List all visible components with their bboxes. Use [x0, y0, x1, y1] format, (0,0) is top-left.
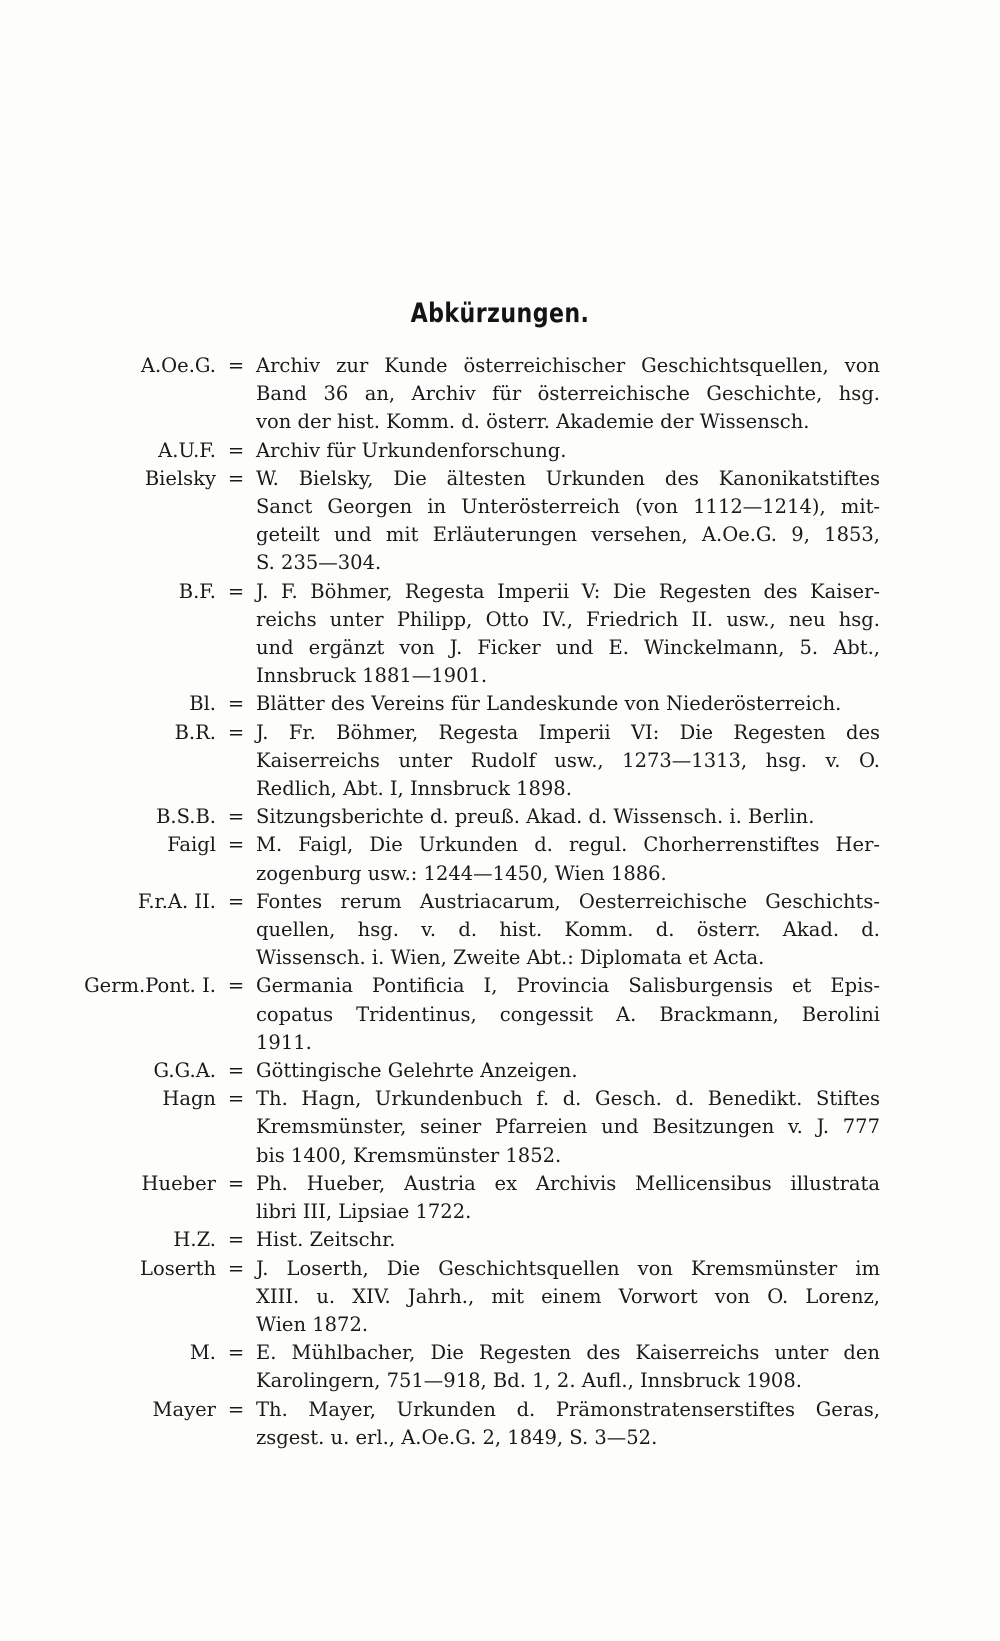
abbreviation-definition [256, 437, 880, 465]
definition-line: Archiv für Urkundenforschung. [256, 438, 567, 462]
abbreviation-term: Hueber [141, 1171, 216, 1195]
definition-line: Wissensch. i. Wien, Zweite Abt.: Diplomata et Acta. [256, 946, 765, 970]
equals-sign: = [227, 833, 245, 857]
abbreviation-definition [256, 578, 880, 691]
definition-line: libri III, Lipsiae 1722. [256, 1200, 472, 1224]
definition-line: Ph. Hueber, Austria ex Archivis Mellicensibus illustrata [256, 1171, 880, 1195]
definition-line: Th. Hagn, Urkundenbuch f. d. Gesch. d. Benedikt. Stiftes [256, 1087, 880, 1111]
page-title: Abkürzungen. [410, 298, 590, 329]
equals-sign: = [227, 692, 245, 716]
definition-line: Sitzungsberichte d. preuß. Akad. d. Wissensch. i. Berlin. [256, 805, 815, 829]
equals-sign: = [227, 720, 245, 744]
equals-sign: = [227, 889, 245, 913]
definition-line: Kremsmünster, seiner Pfarreien und Besitzungen v. J. 777 [256, 1115, 880, 1139]
abbreviation-entry [60, 888, 880, 973]
abbreviation-entry [60, 690, 880, 718]
abbreviation-entry [60, 831, 880, 887]
abbreviation-term: Bielsky [144, 466, 216, 490]
equals-sign: = [227, 1341, 245, 1365]
abbreviation-term: B.R. [174, 720, 216, 744]
abbreviation-entry [60, 972, 880, 1057]
abbreviation-entry [60, 1255, 880, 1340]
abbreviation-definition [256, 831, 880, 887]
abbreviation-definition [256, 1057, 880, 1085]
abbreviation-term: Bl. [189, 692, 216, 716]
definition-line: Kaiserreichs unter Rudolf usw., 1273—1313, hsg. v. O. [256, 748, 880, 772]
definition-line: copatus Tridentinus, congessit A. Brackmann, Berolini [256, 1002, 880, 1026]
abbreviation-definition [256, 1396, 880, 1452]
abbreviation-entry [60, 1396, 880, 1452]
abbreviation-term: Hagn [162, 1087, 216, 1111]
equals-sign: = [227, 1397, 245, 1421]
definition-line: zogenburg usw.: 1244—1450, Wien 1886. [256, 861, 667, 885]
abbreviation-entry [60, 1085, 880, 1170]
abbreviation-definition [256, 1226, 880, 1254]
abbreviation-term: Germ.Pont. I. [84, 974, 216, 998]
abbreviation-entry [60, 1226, 880, 1254]
definition-line: S. 235—304. [256, 551, 382, 575]
definition-line: Fontes rerum Austriacarum, Oesterreichische Geschichts- [256, 889, 880, 913]
abbreviation-definition [256, 719, 880, 804]
definition-line: Germania Pontificia I, Provincia Salisburgensis et Epis- [256, 974, 880, 998]
abbreviation-definition [256, 352, 880, 437]
equals-sign: = [227, 1087, 245, 1111]
abbreviation-definition [256, 803, 880, 831]
definition-line: XIII. u. XIV. Jahrh., mit einem Vorwort von O. Lorenz, [256, 1284, 880, 1308]
abbreviation-term: A.U.F. [158, 438, 216, 462]
definition-line: J. Loserth, Die Geschichtsquellen von Kremsmünster im [256, 1256, 880, 1280]
abbreviation-entry [60, 1339, 880, 1395]
abbreviation-term: Mayer [152, 1397, 216, 1421]
abbreviation-definition [256, 972, 880, 1057]
definition-line: und ergänzt von J. Ficker und E. Winckelmann, 5. Abt., [256, 636, 880, 660]
definition-line: Archiv zur Kunde österreichischer Geschichtsquellen, von [256, 354, 880, 377]
definition-line: W. Bielsky, Die ältesten Urkunden des Kanonikatstiftes [256, 466, 880, 490]
abbreviation-definition [256, 1255, 880, 1340]
definition-line: J. Fr. Böhmer, Regesta Imperii VI: Die Regesten des [256, 720, 880, 744]
abbreviation-definition [256, 465, 880, 578]
abbreviation-term: Faigl [167, 833, 216, 857]
abbreviation-term: A.Oe.G. [140, 354, 216, 377]
definition-line: Göttingische Gelehrte Anzeigen. [256, 1059, 578, 1083]
definition-line: J. F. Böhmer, Regesta Imperii V: Die Regesten des Kaiser- [256, 579, 880, 603]
equals-sign: = [227, 579, 245, 603]
abbreviation-entry [60, 437, 880, 465]
definition-line: zsgest. u. erl., A.Oe.G. 2, 1849, S. 3—52. [256, 1425, 658, 1449]
abbreviation-definition [256, 1085, 880, 1170]
abbreviation-term: G.G.A. [153, 1059, 216, 1083]
definition-line: Karolingern, 751—918, Bd. 1, 2. Aufl., Innsbruck 1908. [256, 1369, 802, 1393]
equals-sign: = [227, 466, 245, 490]
equals-sign: = [227, 1256, 245, 1280]
definition-line: Th. Mayer, Urkunden d. Prämonstratenserstiftes Geras, [256, 1397, 880, 1421]
definition-line: E. Mühlbacher, Die Regesten des Kaiserreichs unter den [256, 1341, 880, 1365]
equals-sign: = [227, 805, 245, 829]
abbreviation-term: B.F. [178, 579, 216, 603]
definition-line: quellen, hsg. v. d. hist. Komm. d. österr. Akad. d. [256, 918, 880, 942]
abbreviation-entry [60, 1170, 880, 1226]
definition-line: bis 1400, Kremsmünster 1852. [256, 1143, 562, 1167]
abbreviation-entry [60, 803, 880, 831]
abbreviation-definition [256, 690, 880, 718]
definition-line: Sanct Georgen in Unterösterreich (von 1112—1214), mit- [256, 495, 880, 519]
equals-sign: = [227, 974, 245, 998]
abbreviation-definition [256, 888, 880, 973]
abbreviation-term: B.S.B. [156, 805, 216, 829]
definition-line: Band 36 an, Archiv für österreichische Geschichte, hsg. [256, 382, 880, 406]
abbreviation-entry [60, 719, 880, 804]
abbreviation-entry [60, 578, 880, 691]
definition-line: geteilt und mit Erläuterungen versehen, A.Oe.G. 9, 1853, [256, 523, 880, 547]
abbreviation-definition [256, 1170, 880, 1226]
definition-line: Hist. Zeitschr. [256, 1228, 396, 1252]
abbreviation-term: M. [189, 1341, 216, 1365]
equals-sign: = [227, 1171, 245, 1195]
abbreviation-entry [60, 1057, 880, 1085]
abbreviation-term: F.r.A. II. [137, 889, 216, 913]
abbreviation-term: Loserth [140, 1256, 216, 1280]
definition-line: Innsbruck 1881—1901. [256, 664, 488, 688]
definition-line: Wien 1872. [256, 1312, 369, 1336]
definition-line: reichs unter Philipp, Otto IV., Friedrich II. usw., neu hsg. [256, 607, 880, 631]
equals-sign: = [227, 1059, 245, 1083]
abbreviation-list [60, 352, 880, 1452]
abbreviation-entry [60, 352, 880, 437]
abbreviation-definition [256, 1339, 880, 1395]
abbreviation-entry [60, 465, 880, 578]
definition-line: 1911. [256, 1030, 312, 1054]
definition-line: Blätter des Vereins für Landeskunde von Niederösterreich. [256, 692, 842, 716]
definition-line: Redlich, Abt. I, Innsbruck 1898. [256, 777, 572, 801]
equals-sign: = [227, 354, 245, 377]
definition-line: von der hist. Komm. d. österr. Akademie der Wissensch. [256, 410, 810, 434]
equals-sign: = [227, 1228, 245, 1252]
abbreviation-term: H.Z. [173, 1228, 216, 1252]
equals-sign: = [227, 438, 245, 462]
definition-line: M. Faigl, Die Urkunden d. regul. Chorherrenstiftes Her- [256, 833, 880, 857]
